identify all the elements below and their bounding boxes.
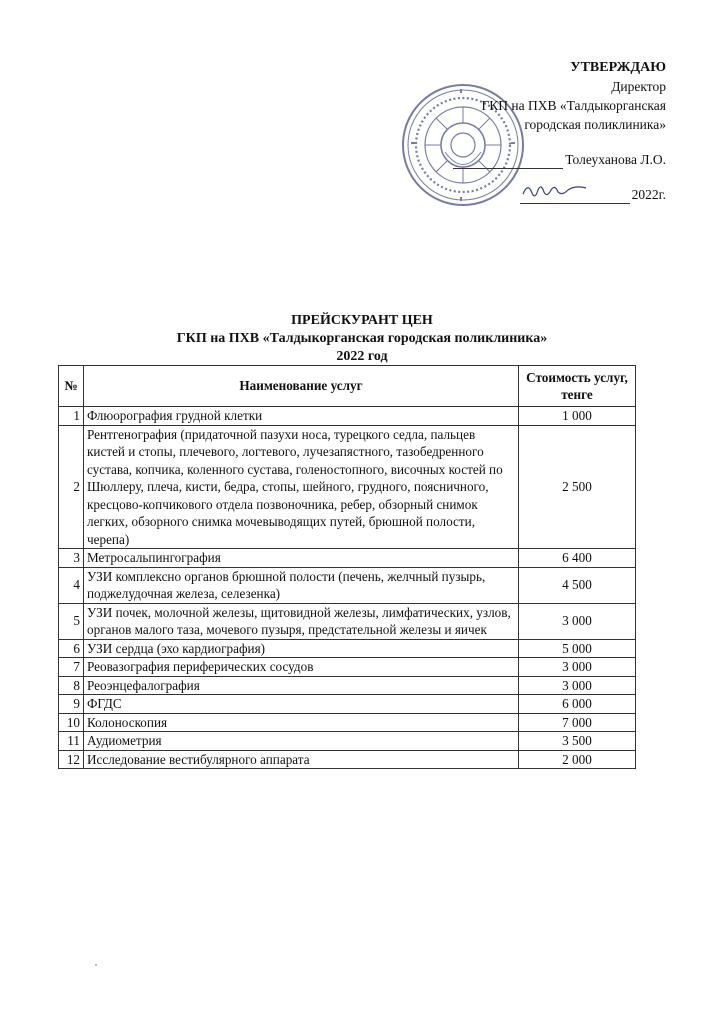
table-row: [59, 658, 636, 677]
row-name: Метросальпингография: [84, 549, 519, 568]
approval-title: УТВЕРЖДАЮ: [570, 60, 666, 75]
price-table: [58, 365, 636, 769]
row-price: 2 500: [519, 425, 636, 549]
header-name: Наименование услуг: [84, 366, 519, 407]
table-row: [59, 603, 636, 639]
approval-org-line1: ГКП на ПХВ «Талдыкорганская: [481, 98, 666, 113]
table-row: [59, 676, 636, 695]
row-name: Колоноскопия: [84, 713, 519, 732]
row-price: 3 000: [519, 603, 636, 639]
heading-line3: 2022 год: [336, 349, 388, 364]
approval-org-line2: городская поликлиника»: [524, 117, 666, 132]
row-name: Реовазография периферических сосудов: [84, 658, 519, 677]
row-name: Аудиометрия: [84, 732, 519, 751]
table-row: [59, 750, 636, 769]
row-num: 11: [59, 732, 84, 751]
document-heading: [0, 312, 724, 366]
row-name: ФГДС: [84, 695, 519, 714]
row-num: 6: [59, 639, 84, 658]
row-price: 2 000: [519, 750, 636, 769]
row-name: УЗИ сердца (эхо кардиография): [84, 639, 519, 658]
approval-position: Директор: [611, 79, 666, 94]
row-price: 1 000: [519, 407, 636, 426]
row-name: УЗИ почек, молочной железы, щитовидной железы, лимфатических, узлов, органов малого таза, мочевого пузыря, предстательной железы и яичек: [84, 603, 519, 639]
row-price: 6 400: [519, 549, 636, 568]
table-row: [59, 639, 636, 658]
table-row: [59, 407, 636, 426]
row-price: 5 000: [519, 639, 636, 658]
approval-signer-row: [453, 150, 666, 169]
row-num: 2: [59, 425, 84, 549]
heading-line1: ПРЕЙСКУРАНТ ЦЕН: [291, 313, 433, 328]
scan-speck: [95, 964, 97, 966]
approval-year: 2022г.: [631, 187, 666, 202]
row-num: 1: [59, 407, 84, 426]
header-num: №: [59, 366, 84, 407]
row-name: УЗИ комплексно органов брюшной полости (печень, желчный пузырь, поджелудочная железа, селезенка): [84, 567, 519, 603]
row-num: 8: [59, 676, 84, 695]
row-name: Флюорография грудной клетки: [84, 407, 519, 426]
row-num: 5: [59, 603, 84, 639]
table-row: [59, 713, 636, 732]
table-row: [59, 567, 636, 603]
row-name: Рентгенография (придаточной пазухи носа, турецкого седла, пальцев кистей и стопы, плечевого, логтевого, лучезапястного, тазобедренного сустава, копчика, коленного сустава, голеностопного, височных костей по Шюллеру, плеча, кисти, бедра, стопы, шейного, грудного, поясничного, кресцово-копчикового отдела позвоночника, ребер, обзорный снимок легких, обзорного снимка мочевыводящих путей, брюшной полости, черепа): [84, 425, 519, 549]
table-header-row: [59, 366, 636, 407]
row-num: 7: [59, 658, 84, 677]
signature-line: [453, 154, 563, 169]
row-price: 3 500: [519, 732, 636, 751]
row-price: 3 000: [519, 658, 636, 677]
table-row: [59, 732, 636, 751]
heading-line2: ГКП на ПХВ «Талдыкорганская городская поликлиника»: [176, 331, 548, 346]
table-row: [59, 695, 636, 714]
row-name: Исследование вестибулярного аппарата: [84, 750, 519, 769]
row-price: 3 000: [519, 676, 636, 695]
row-price: 7 000: [519, 713, 636, 732]
header-price: Стоимость услуг, тенге: [519, 366, 636, 407]
row-num: 12: [59, 750, 84, 769]
approval-block: [453, 58, 666, 204]
row-num: 3: [59, 549, 84, 568]
table-row: [59, 549, 636, 568]
approval-signer: Толеуханова Л.О.: [565, 152, 666, 167]
row-name: Реоэнцефалография: [84, 676, 519, 695]
table-row: [59, 425, 636, 549]
row-price: 6 000: [519, 695, 636, 714]
approval-date-row: [453, 185, 666, 204]
row-price: 4 500: [519, 567, 636, 603]
row-num: 10: [59, 713, 84, 732]
date-line: [520, 189, 630, 204]
row-num: 4: [59, 567, 84, 603]
row-num: 9: [59, 695, 84, 714]
